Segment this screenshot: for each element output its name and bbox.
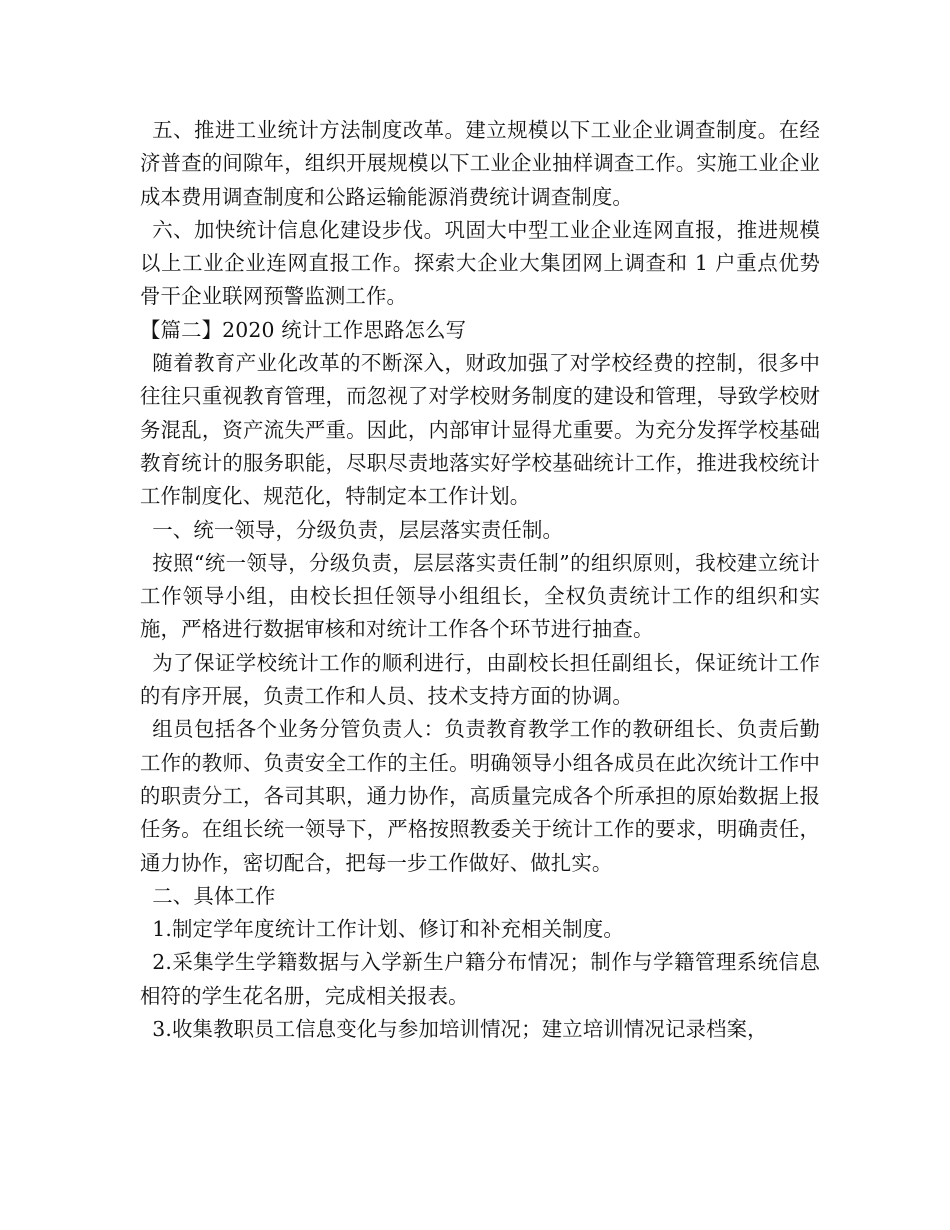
paragraph-section-five: 五、推进工业统计方法制度改革。建立规模以下工业企业调查制度。在经济普查的间隙年，组织开展规模以下工业企业抽样调查工作。实施工业企业成本费用调查制度和公路运输能源消费统计调查制度。 — [140, 118, 820, 209]
paragraph-organization: 按照“统一领导，分级负责，层层落实责任制”的组织原则，我校建立统计工作领导小组，由校长担任领导小组组长，全权负责统计工作的组织和实施，严格进行数据审核和对统计工作各个环节进行抽查。 — [140, 550, 820, 642]
list-item-3: 3.收集教职员工信息变化与参加培训情况；建立培训情况记录档案， — [152, 1017, 768, 1042]
section-heading-two: 二、具体工作 — [152, 883, 276, 908]
document-page — [140, 114, 820, 1046]
paragraph-section-six: 六、加快统计信息化建设步伐。巩固大中型工业企业连网直报，推进规模以上工业企业连网直报工作。探索大企业大集团网上调查和 1 户重点优势骨干企业联网预警监测工作。 — [140, 217, 820, 309]
list-item-1: 1.制定学年度统计工作计划、修订和补充相关制度。 — [152, 917, 624, 942]
paragraph-intro: 随着教育产业化改革的不断深入，财政加强了对学校经费的控制，很多中往往只重视教育管理，而忽视了对学校财务制度的建设和管理，导致学校财务混乱，资产流失严重。因此，内部审计显得尤重要。为充分发挥学校基础教育统计的服务职能，尽职尽责地落实好学校基础统计工作，推进我校统计工作制度化、规范化，特制定本工作计划。 — [140, 351, 820, 509]
section-heading-one: 一、统一领导，分级负责，层层落实责任制。 — [152, 517, 564, 542]
paragraph-members: 组员包括各个业务分管负责人：负责教育教学工作的教研组长、负责后勤工作的教师、负责安全工作的主任。明确领导小组各成员在此次统计工作中的职责分工，各司其职，通力协作，高质量完成各个所承担的原始数据上报任务。在组长统一领导下，严格按照教委关于统计工作的要求，明确责任，通力协作，密切配合，把每一步工作做好、做扎实。 — [140, 717, 820, 875]
article-heading: 【篇二】2020 统计工作思路怎么写 — [140, 317, 467, 342]
paragraph-vice-leader: 为了保证学校统计工作的顺利进行，由副校长担任副组长，保证统计工作的有序开展，负责工作和人员、技术支持方面的协调。 — [140, 650, 820, 709]
list-item-2: 2.采集学生学籍数据与入学新生户籍分布情况；制作与学籍管理系统信息相符的学生花名册，完成相关报表。 — [140, 950, 820, 1008]
